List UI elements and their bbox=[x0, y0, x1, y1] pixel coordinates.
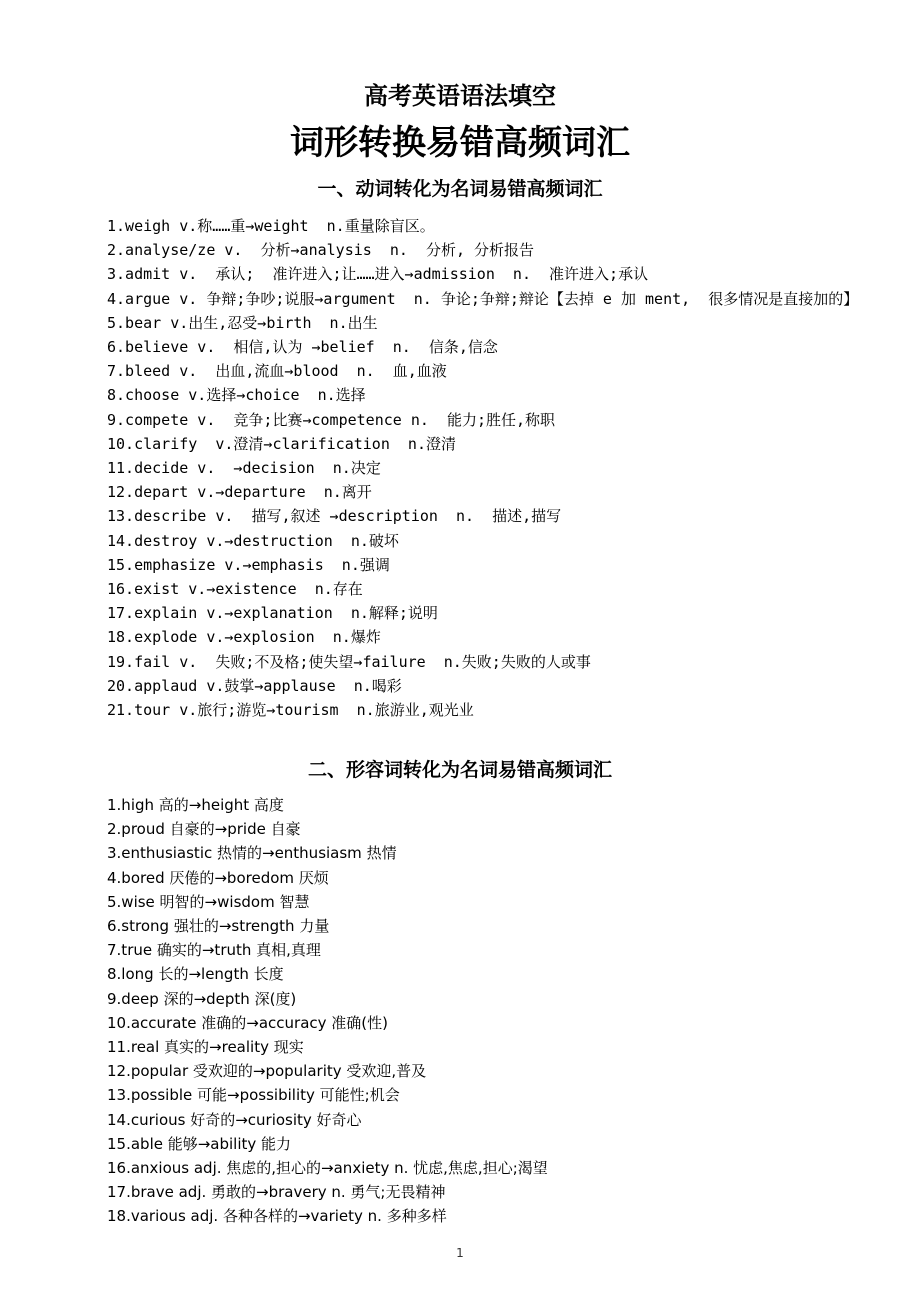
verb-noun-list bbox=[68, 214, 858, 722]
list-item: 13.possible 可能→possibility 可能性;机会 bbox=[107, 1086, 400, 1105]
list-item: 10.accurate 准确的→accuracy 准确(性) bbox=[107, 1013, 389, 1032]
document-subtitle: 词形转换易错高频词汇 bbox=[290, 123, 630, 163]
list-item: 18.various adj. 各种各样的→variety n. 多种多样 bbox=[107, 1207, 447, 1226]
list-item: 2.analyse/ze v. 分析→analysis n. 分析, 分析报告 bbox=[107, 241, 535, 260]
list-item: 21.tour v.旅行;游览→tourism n.旅游业,观光业 bbox=[107, 701, 474, 720]
list-item: 2.proud 自豪的→pride 自豪 bbox=[107, 820, 301, 839]
list-item: 4.argue v. 争辩;争吵;说服→argument n. 争论;争辩;辩论【去掉 e 加 ment, 很多情况是直接加的】 bbox=[107, 289, 859, 308]
list-item: 9.compete v. 竞争;比赛→competence n. 能力;胜任,称职 bbox=[107, 410, 556, 429]
list-item: 1.high 高的→height 高度 bbox=[107, 796, 284, 814]
list-item: 15.able 能够→ability 能力 bbox=[107, 1134, 292, 1153]
list-item: 8.long 长的→length 长度 bbox=[107, 965, 284, 984]
page-number: 1 bbox=[456, 1246, 464, 1260]
list-item: 13.describe v. 描写,叙述 →description n. 描述,描写 bbox=[107, 507, 562, 526]
list-item: 19.fail v. 失败;不及格;使失望→failure n.失败;失败的人或事 bbox=[107, 652, 591, 671]
list-item: 14.curious 好奇的→curiosity 好奇心 bbox=[107, 1110, 362, 1129]
list-item: 11.real 真实的→reality 现实 bbox=[107, 1038, 304, 1057]
list-item: 5.bear v.出生,忍受→birth n.出生 bbox=[107, 313, 378, 332]
list-item: 10.clarify v.澄清→clarification n.澄清 bbox=[107, 434, 456, 453]
list-item: 3.enthusiastic 热情的→enthusiasm 热情 bbox=[107, 844, 397, 863]
list-item: 12.popular 受欢迎的→popularity 受欢迎,普及 bbox=[107, 1062, 427, 1081]
list-item: 5.wise 明智的→wisdom 智慧 bbox=[107, 892, 310, 911]
list-item: 9.deep 深的→depth 深(度) bbox=[107, 989, 297, 1008]
list-item: 7.true 确实的→truth 真相,真理 bbox=[107, 941, 321, 960]
list-item: 16.anxious adj. 焦虑的,担心的→anxiety n. 忧虑,焦虑,担心;渴望 bbox=[107, 1159, 548, 1178]
list-item: 14.destroy v.→destruction n.破坏 bbox=[107, 531, 399, 550]
list-item: 7.bleed v. 出血,流血→blood n. 血,血液 bbox=[107, 362, 447, 381]
list-item: 18.explode v.→explosion n.爆炸 bbox=[107, 628, 381, 647]
list-item: 1.weigh v.称……重→weight n.重量除盲区。 bbox=[107, 217, 435, 235]
list-item: 15.emphasize v.→emphasis n.强调 bbox=[107, 555, 390, 574]
list-item: 3.admit v. 承认; 准许进入;让……进入→admission n. 准许进入;承认 bbox=[107, 265, 649, 284]
list-item: 12.depart v.→departure n.离开 bbox=[107, 483, 372, 502]
list-item: 6.strong 强壮的→strength 力量 bbox=[107, 917, 330, 936]
list-item: 17.explain v.→explanation n.解释;说明 bbox=[107, 604, 438, 623]
list-item: 6.believe v. 相信,认为 →belief n. 信条,信念 bbox=[107, 338, 498, 357]
list-item: 11.decide v. →decision n.决定 bbox=[107, 459, 381, 478]
list-item: 17.brave adj. 勇敢的→bravery n. 勇气;无畏精神 bbox=[107, 1183, 446, 1202]
document-title: 高考英语语法填空 bbox=[364, 82, 556, 110]
section-heading-verbs: 一、动词转化为名词易错高频词汇 bbox=[317, 178, 603, 200]
section-heading-adjectives: 二、形容词转化为名词易错高频词汇 bbox=[307, 759, 612, 781]
list-item: 16.exist v.→existence n.存在 bbox=[107, 580, 363, 599]
list-item: 8.choose v.选择→choice n.选择 bbox=[107, 386, 366, 405]
list-item: 20.applaud v.鼓掌→applause n.喝彩 bbox=[107, 676, 402, 695]
adjective-noun-list bbox=[68, 793, 858, 1229]
list-item: 4.bored 厌倦的→boredom 厌烦 bbox=[107, 868, 329, 887]
